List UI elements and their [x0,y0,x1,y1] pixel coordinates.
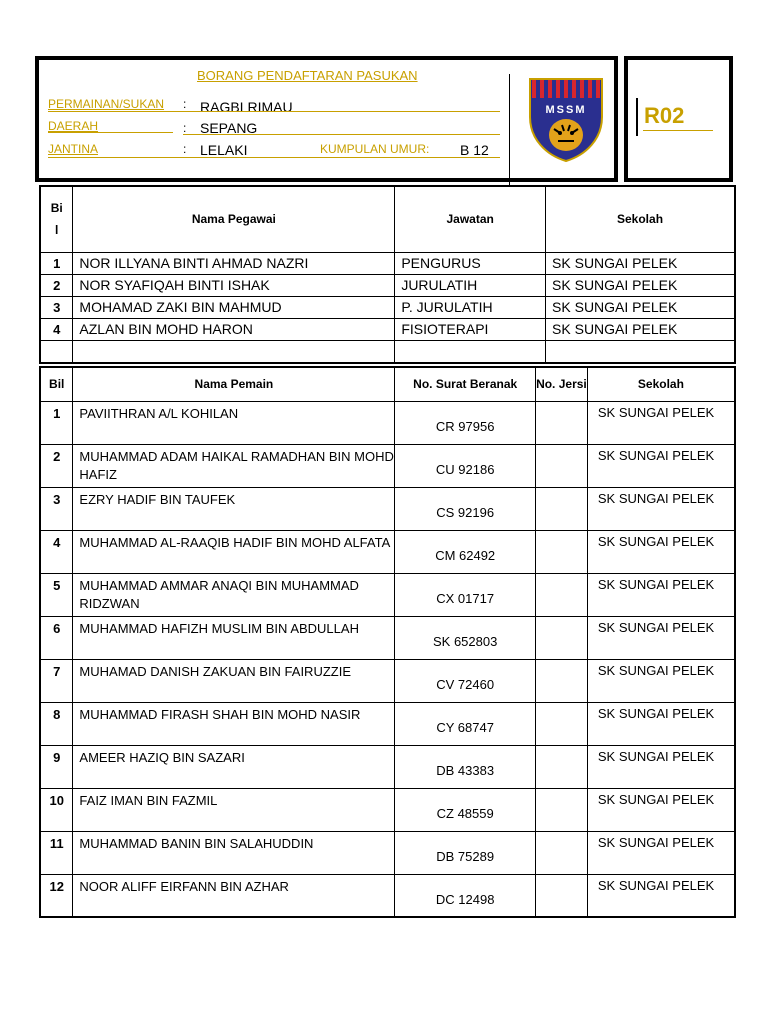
officer-no: 3 [40,296,73,318]
field-label-age-group: KUMPULAN UMUR: [320,142,430,156]
player-no: 9 [40,745,73,788]
player-no: 11 [40,831,73,874]
player-no: 8 [40,702,73,745]
code-bar [636,98,638,136]
players-header-name: Nama Pemain [73,367,395,401]
player-jersey [535,702,587,745]
officer-position: FISIOTERAPI [395,318,546,340]
player-name: MUHAMMAD HAFIZH MUSLIM BIN ABDULLAH [73,616,395,659]
player-row [40,702,735,745]
player-name: MUHAMMAD ADAM HAIKAL RAMADHAN BIN MOHD HAFIZ [73,444,395,487]
player-birth-cert: DB 75289 [395,831,536,874]
player-birth-cert: CS 92196 [395,487,536,530]
player-no: 7 [40,659,73,702]
player-row [40,831,735,874]
player-school: SK SUNGAI PELEK [587,874,735,917]
player-row [40,444,735,487]
officer-position: PENGURUS [395,252,546,274]
player-school: SK SUNGAI PELEK [587,401,735,444]
player-birth-cert: CX 01717 [395,573,536,616]
officer-name [73,340,395,363]
player-birth-cert: CZ 48559 [395,788,536,831]
officers-header-name: Nama Pegawai [73,186,395,252]
players-table [39,366,736,918]
officer-position: P. JURULATIH [395,296,546,318]
player-no: 3 [40,487,73,530]
officers-header-row [40,186,735,252]
field-value-gender: LELAKI [200,142,248,158]
officer-school: SK SUNGAI PELEK [546,296,735,318]
officer-school: SK SUNGAI PELEK [546,318,735,340]
player-no: 1 [40,401,73,444]
player-jersey [535,487,587,530]
field-value-sport: RAGBI RIMAU [200,99,293,115]
players-header-row [40,367,735,401]
officer-no: 2 [40,274,73,296]
field-colon: : [183,121,187,135]
officer-school: SK SUNGAI PELEK [546,274,735,296]
officer-row [40,318,735,340]
officers-header-no: Bi l [40,186,73,252]
officer-school [546,340,735,363]
field-colon: : [183,97,187,111]
officer-row [40,296,735,318]
officer-name: AZLAN BIN MOHD HARON [73,318,395,340]
players-header-jersey: No. Jersi [535,367,587,401]
field-underline [183,134,500,135]
player-jersey [535,401,587,444]
form-title: BORANG PENDAFTARAN PASUKAN [197,68,418,83]
player-jersey [535,831,587,874]
form-code: R02 [644,103,685,128]
players-header-cert: No. Surat Beranak [395,367,536,401]
officer-name: NOR SYAFIQAH BINTI ISHAK [73,274,395,296]
officers-header-school: Sekolah [546,186,735,252]
player-school: SK SUNGAI PELEK [587,659,735,702]
player-name: FAIZ IMAN BIN FAZMIL [73,788,395,831]
officer-row [40,340,735,363]
officer-name: MOHAMAD ZAKI BIN MAHMUD [73,296,395,318]
form-code-underline [643,130,713,131]
player-row [40,788,735,831]
officers-header-position: Jawatan [395,186,546,252]
players-header-no: Bil [40,367,73,401]
player-jersey [535,788,587,831]
player-birth-cert: CR 97956 [395,401,536,444]
player-name: MUHAMMAD AL-RAAQIB HADIF BIN MOHD ALFATA [73,530,395,573]
player-no: 6 [40,616,73,659]
player-birth-cert: CY 68747 [395,702,536,745]
player-no: 5 [40,573,73,616]
player-name: MUHAMMAD BANIN BIN SALAHUDDIN [73,831,395,874]
field-label-sport: PERMAINAN/SUKAN [48,97,165,111]
officers-table [39,185,736,364]
player-school: SK SUNGAI PELEK [587,831,735,874]
player-jersey [535,659,587,702]
player-row [40,401,735,444]
officer-position [395,340,546,363]
field-value-age-group: B 12 [460,142,489,158]
player-school: SK SUNGAI PELEK [587,616,735,659]
player-row [40,487,735,530]
player-no: 4 [40,530,73,573]
player-row [40,659,735,702]
officer-row [40,274,735,296]
player-school: SK SUNGAI PELEK [587,573,735,616]
field-label-gender: JANTINA [48,142,99,156]
player-birth-cert: DB 43383 [395,745,536,788]
player-school: SK SUNGAI PELEK [587,788,735,831]
player-name: AMEER HAZIQ BIN SAZARI [73,745,395,788]
player-school: SK SUNGAI PELEK [587,745,735,788]
player-school: SK SUNGAI PELEK [587,487,735,530]
player-school: SK SUNGAI PELEK [587,444,735,487]
mssm-logo-icon [528,77,604,163]
player-jersey [535,616,587,659]
player-name: PAVIITHRAN A/L KOHILAN [73,401,395,444]
player-name: MUHAMAD DANISH ZAKUAN BIN FAIRUZZIE [73,659,395,702]
logo-text: MSSM [545,104,587,116]
player-row [40,573,735,616]
player-jersey [535,444,587,487]
player-school: SK SUNGAI PELEK [587,702,735,745]
officer-row [40,252,735,274]
officer-no: 1 [40,252,73,274]
player-row [40,874,735,917]
player-jersey [535,745,587,788]
player-name: NOOR ALIFF EIRFANN BIN AZHAR [73,874,395,917]
field-underline [48,132,173,133]
officer-no: 4 [40,318,73,340]
player-jersey [535,874,587,917]
player-row [40,616,735,659]
officer-no [40,340,73,363]
officer-name: NOR ILLYANA BINTI AHMAD NAZRI [73,252,395,274]
player-no: 12 [40,874,73,917]
player-no: 10 [40,788,73,831]
player-birth-cert: CV 72460 [395,659,536,702]
player-name: MUHAMMAD FIRASH SHAH BIN MOHD NASIR [73,702,395,745]
player-row [40,745,735,788]
player-name: EZRY HADIF BIN TAUFEK [73,487,395,530]
field-underline [48,111,500,112]
field-colon: : [183,142,187,156]
player-birth-cert: CM 62492 [395,530,536,573]
player-jersey [535,530,587,573]
player-no: 2 [40,444,73,487]
field-value-district: SEPANG [200,120,258,136]
officer-position: JURULATIH [395,274,546,296]
player-birth-cert: DC 12498 [395,874,536,917]
header-divider [509,74,510,186]
players-header-school: Sekolah [587,367,735,401]
field-label-district: DAERAH [48,119,99,133]
field-underline [48,157,500,158]
player-school: SK SUNGAI PELEK [587,530,735,573]
player-birth-cert: SK 652803 [395,616,536,659]
player-name: MUHAMMAD AMMAR ANAQI BIN MUHAMMAD RIDZWAN [73,573,395,616]
player-jersey [535,573,587,616]
officer-school: SK SUNGAI PELEK [546,252,735,274]
player-birth-cert: CU 92186 [395,444,536,487]
player-row [40,530,735,573]
